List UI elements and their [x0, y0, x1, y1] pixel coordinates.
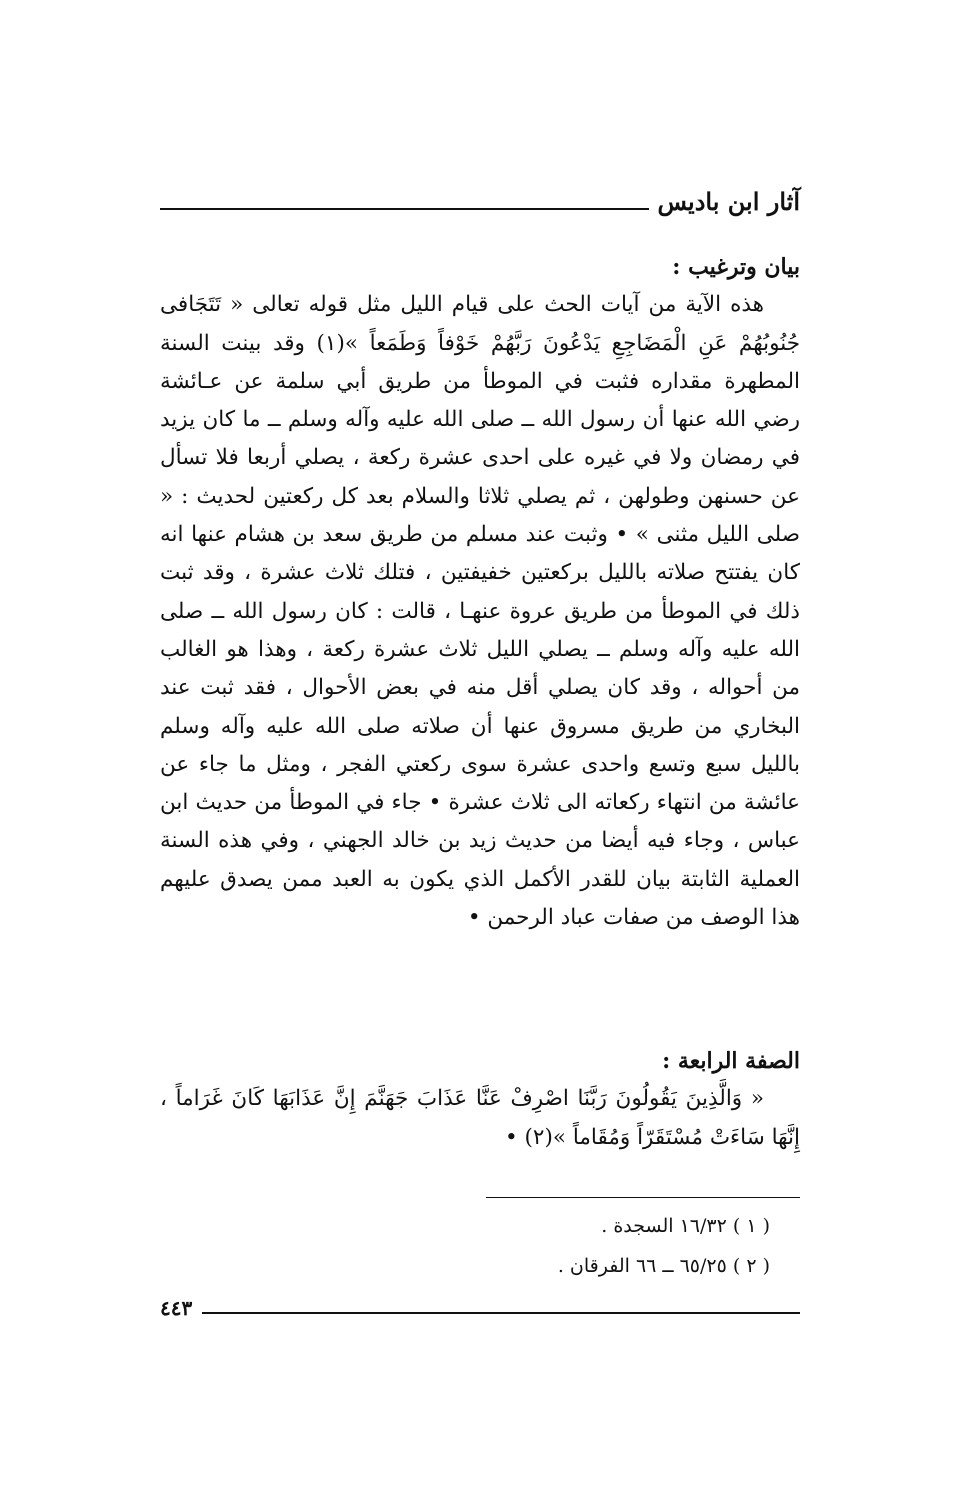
- footnote-2: ( ٢ ) ٦٥/٢٥ ــ ٦٦ الفرقان .: [557, 1255, 770, 1277]
- section-fourth-attribute: [160, 1042, 800, 1157]
- header-rule: [160, 208, 649, 210]
- section-heading: بيان وترغيب :: [672, 254, 800, 280]
- footnotes: [470, 1206, 770, 1286]
- running-header: [160, 176, 800, 216]
- footnote-rule: [486, 1197, 800, 1198]
- footnote-1: ( ١ ) ١٦/٣٢ السجدة .: [601, 1215, 770, 1237]
- book-title: آثار ابن باديس: [657, 187, 800, 216]
- page-number: ٤٤٣: [160, 1296, 193, 1320]
- section-heading: الصفة الرابعة :: [662, 1048, 800, 1074]
- section-explanation: [160, 248, 800, 937]
- footer-rule: [202, 1312, 800, 1314]
- body-paragraph: هذه الآية من آيات الحث على قيام الليل مثل قوله تعالى « تَتَجَافى جُنُوبُهُمْ عَنِ الْمَضَاجِعِ يَدْعُونَ رَبَّهُمْ خَوْفاً وَطَمَعاً »(١) وقد بينت السنة المطهرة مقداره فثبت في الموطأ من طريق أبي سلمة عن عـائشة رضي الله عنها أن رسول الله ــ صلى الله عليه وآله وسلم ــ ما كان يزيد في رمضان ولا في غيره على احدى عشرة ركعة ، يصلي أربعا فلا تسأل عن حسنهن وطولهن ، ثم يصلي ثلاثا والسلام بعد كل ركعتين لحديث : « صلى الليل مثنى » • وثبت عند مسلم من طريق سعد بن هشام عنها انه كان يفتتح صلاته بالليل بركعتين خفيفتين ، فتلك ثلاث عشرة ، وقد ثبت ذلك في الموطأ من طريق عروة عنهـا ، قالت : كان رسول الله ــ صلى الله عليه وآله وسلم ــ يصلي الليل ثلاث عشرة ركعة ، وهذا هو الغالب من أحواله ، وقد كان يصلي أقل منه في بعض الأحوال ، فقد ثبت عند البخاري من طريق مسروق عنها أن صلاته صلى الله عليه وآله وسلم بالليل سبع وتسع واحدى عشرة سوى ركعتي الفجر ، ومثل ما جاء عن عائشة من انتهاء ركعاته الى ثلاث عشرة • جاء في الموطأ من حديث ابن عباس ، وجاء فيه أيضا من حديث زيد بن خالد الجهني ، وفي هذه السنة العملية الثابتة بيان للقدر الأكمل الذي يكون به العبد ممن يصدق عليهم هذا الوصف من صفات عباد الرحمن •: [160, 292, 800, 931]
- quran-quote: « وَالَّذِينَ يَقُولُونَ رَبَّنَا اصْرِفْ عَنَّا عَذَابَ جَهَنَّمَ إِنَّ عَذَابَهَا كَانَ غَرَاماً ، إِنَّهَا سَاءَتْ مُسْتَقَرّاً وَمُقَاماً »(٢) •: [160, 1086, 800, 1150]
- page-footer: [160, 1290, 800, 1320]
